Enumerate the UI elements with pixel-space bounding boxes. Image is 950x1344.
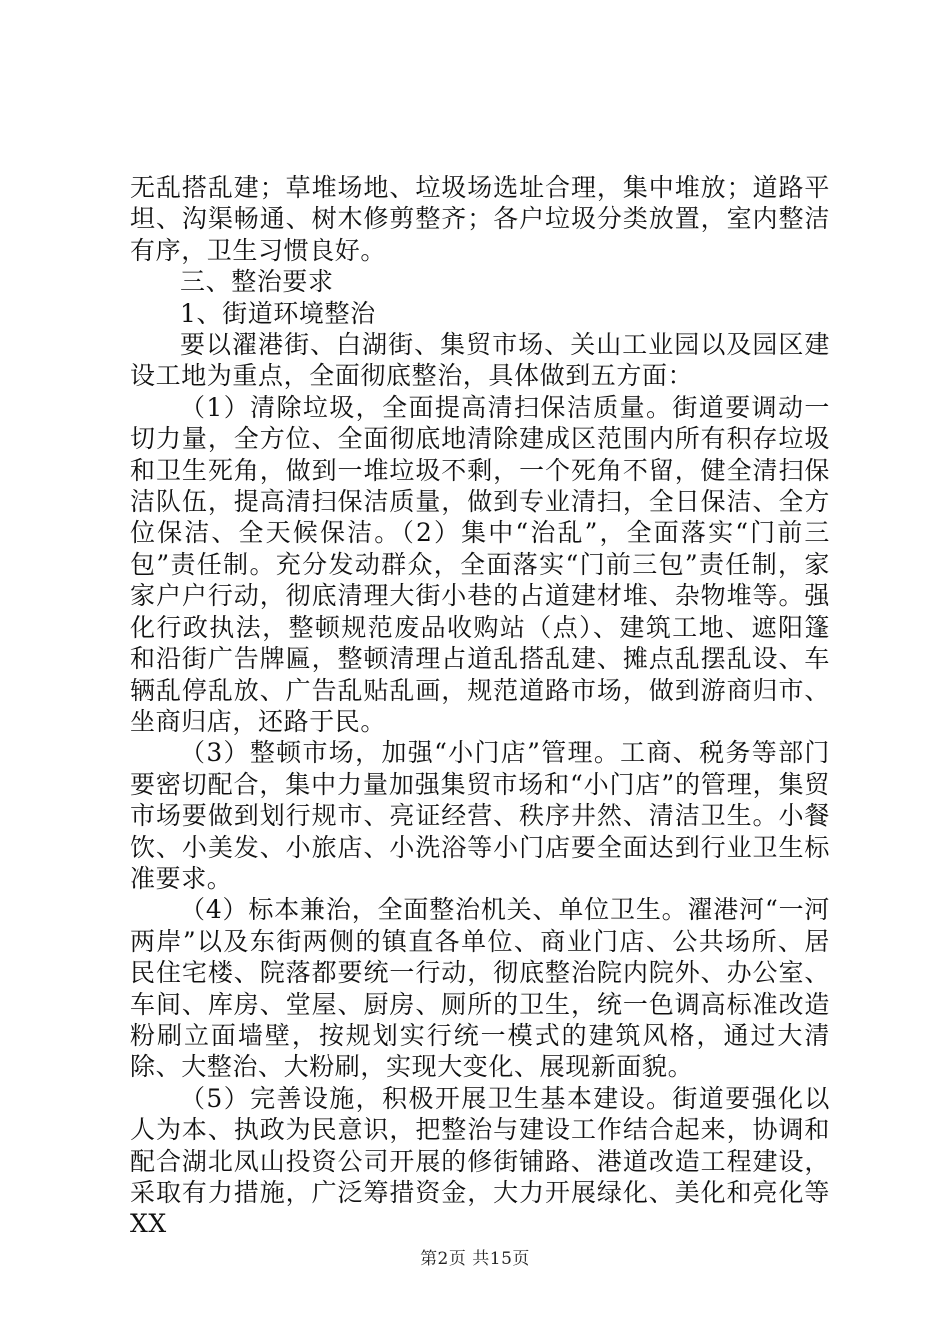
subsection-heading: 1、街道环境整治 [180, 298, 376, 328]
paragraph-continuation: 无乱搭乱建；草堆场地、垃圾场选址合理，集中堆放；道路平坦、沟渠畅通、树木修剪整齐；各户垃圾分类放置，室内整洁有序，卫生习惯良好。 [130, 173, 830, 265]
paragraph-item-5: （5）完善设施，积极开展卫生基本建设。街道要强化以人为本、执政为民意识，把整治与建设工作结合起来，协调和配合湖北凤山投资公司开展的修街铺路、港道改造工程建设，采取有力措施，广泛筹措资金，大力开展绿化、美化和亮化等XX [130, 1083, 830, 1239]
paragraph-item-1-2: （1）清除垃圾，全面提高清扫保洁质量。街道要调动一切力量，全方位、全面彻底地清除建成区范围内所有积存垃圾和卫生死角，做到一堆垃圾不剩，一个死角不留，健全清扫保洁队伍，提高清扫保洁质量，做到专业清扫，全日保洁、全方位保洁、全天候保洁。（2）集中“治乱”，全面落实“门前三包”责任制。充分发动群众，全面落实“门前三包”责任制，家家户户行动，彻底清理大街小巷的占道建材堆、杂物堆等。强化行政执法，整顿规范废品收购站（点）、建筑工地、遮阳篷和沿街广告牌匾，整顿清理占道乱搭乱建、摊点乱摆乱设、车辆乱停乱放、广告乱贴乱画，规范道路市场，做到游商归市、坐商归店，还路于民。 [130, 392, 830, 736]
document-body [130, 172, 830, 1240]
paragraph-intro: 要以濯港街、白湖街、集贸市场、关山工业园以及园区建设工地为重点，全面彻底整治，具体做到五方面： [130, 330, 830, 391]
paragraph-item-4: （4）标本兼治，全面整治机关、单位卫生。濯港河“一河两岸”以及东街两侧的镇直各单位、商业门店、公共场所、居民住宅楼、院落都要统一行动，彻底整治院内院外、办公室、车间、库房、堂屋、厨房、厕所的卫生，统一色调高标准改造粉刷立面墙壁，按规划实行统一模式的建筑风格，通过大清除、大整治、大粉刷，实现大变化、展现新面貌。 [130, 895, 830, 1082]
section-heading: 三、整治要求 [180, 267, 334, 297]
page-number-footer: 第2页 共15页 [420, 1249, 530, 1269]
paragraph-item-3: （3）整顿市场，加强“小门店”管理。工商、税务等部门要密切配合，集中力量加强集贸市场和“小门店”的管理，集贸市场要做到划行规市、亮证经营、秩序井然、清洁卫生。小餐饮、小美发、小旅店、小洗浴等小门店要全面达到行业卫生标准要求。 [130, 738, 830, 893]
